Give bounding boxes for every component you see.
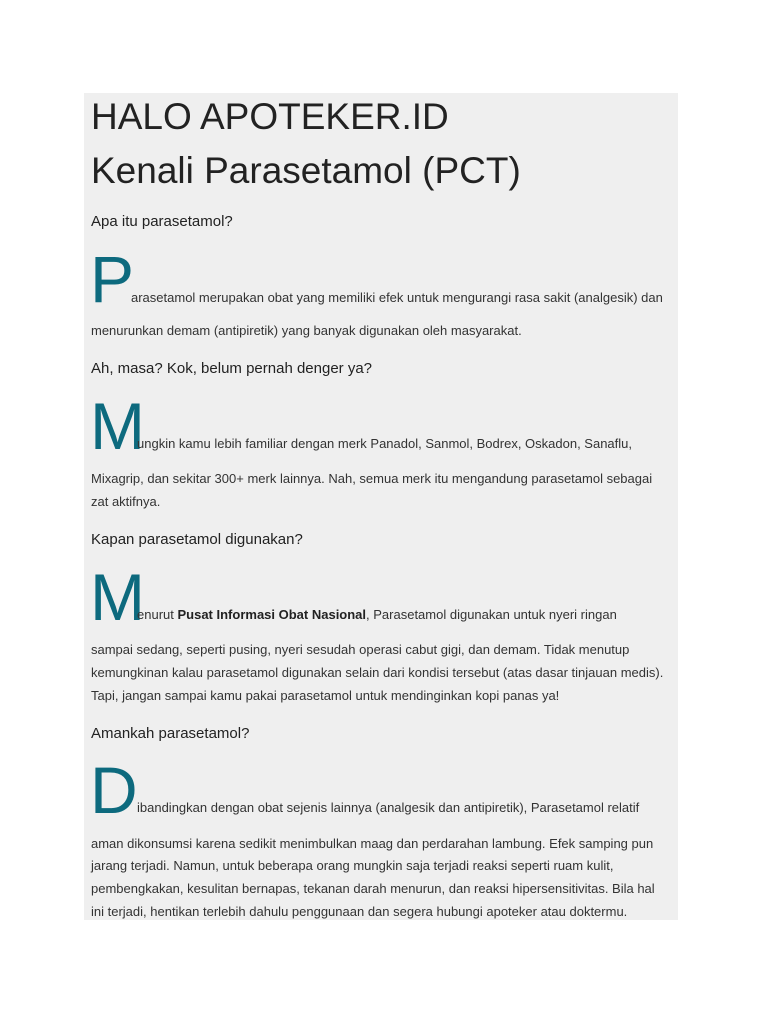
source-name: Pusat Informasi Obat Nasional (177, 607, 367, 622)
site-title: HALO APOTEKER.ID (91, 96, 449, 137)
paragraph-line: menurunkan demam (antipiretik) yang banyak digunakan oleh masyarakat. (91, 323, 522, 338)
paragraph-line: Mixagrip, dan sekitar 300+ merk lainnya. Nah, semua merk itu mengandung parasetamol sebagai (91, 471, 653, 486)
text-run: enurut (137, 607, 178, 622)
text-run: , Parasetamol digunakan untuk nyeri ringan (366, 607, 617, 622)
paragraph-line: arasetamol merupakan obat yang memiliki efek untuk mengurangi rasa sakit (analgesik) dan (131, 290, 663, 305)
article-title: Kenali Parasetamol (PCT) (91, 150, 521, 191)
paragraph-line: sampai sedang, seperti pusing, nyeri sesudah operasi cabut gigi, dan demam. Tidak menutup (91, 642, 630, 657)
paragraph-line: zat aktifnya. (91, 494, 161, 509)
section-heading: Kapan parasetamol digunakan? (91, 531, 303, 548)
paragraph-line: aman dikonsumsi karena sedikit menimbulkan maag dan perdarahan lambung. Efek samping pun (91, 836, 654, 851)
drop-cap: M (90, 389, 145, 463)
drop-cap: D (90, 753, 138, 827)
paragraph-line: ini terjadi, hentikan terlebih dahulu penggunaan dan segera hubungi apoteker atau doktermu. (91, 904, 628, 919)
paragraph-line: ungkin kamu lebih familiar dengan merk Panadol, Sanmol, Bodrex, Oskadon, Sanaflu, (137, 436, 633, 451)
paragraph-line: pembengkakan, kesulitan bernapas, tekanan darah menurun, dan reaksi hipersensitivitas. Bila hal (91, 881, 655, 896)
paragraph-line (137, 606, 617, 623)
paragraph-line: kemungkinan kalau parasetamol digunakan selain dari kondisi tersebut (atas dasar tinjauan medis). (91, 665, 664, 680)
section-heading: Apa itu parasetamol? (91, 213, 233, 230)
drop-cap: P (90, 242, 135, 316)
section-heading: Ah, masa? Kok, belum pernah denger ya? (91, 360, 373, 377)
paragraph-line: Tapi, jangan sampai kamu pakai parasetamol untuk mendinginkan kopi panas ya! (91, 688, 560, 703)
paragraph-line: ibandingkan dengan obat sejenis lainnya (analgesik dan antipiretik), Parasetamol relatif (137, 800, 640, 815)
paragraph-line: jarang terjadi. Namun, untuk beberapa orang mungkin saja terjadi reaksi seperti ruam kulit, (91, 858, 614, 873)
section-heading: Amankah parasetamol? (91, 725, 250, 742)
drop-cap: M (90, 560, 145, 634)
